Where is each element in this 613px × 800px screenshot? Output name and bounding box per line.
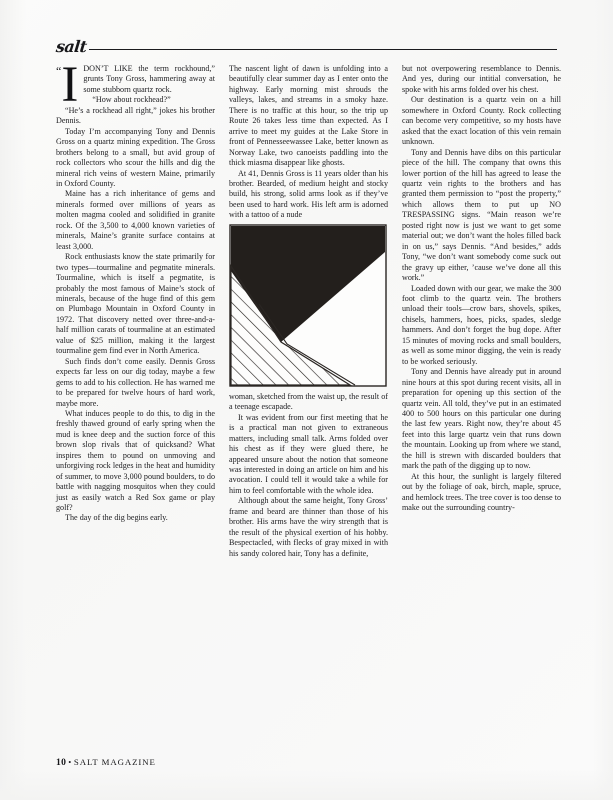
- paragraph: What induces people to do this, to dig in the freshly thawed ground of early spring when the mud is knee deep and the suction force of this brown slop rivals that of quicksand? What inspires them to pound on unmoving and unforgiving rock ledges in the heat and humidity of summer, to move 3,000 pound boulders, to do battle with nagging mosquitos when they could just as easily watch a Red Sox game or play golf?: [56, 408, 215, 513]
- paragraph: “How about rockhead?”: [92, 95, 171, 105]
- article-body: [56, 57, 561, 744]
- paragraph: Our destination is a quartz vein on a hill somewhere in Oxford County. Rock collecting can become very competitive, so my hosts have asked that the exact location of this vein remain unknown.: [402, 95, 561, 147]
- masthead-rule: [89, 49, 557, 50]
- open-quote-mark: “: [56, 64, 62, 78]
- paragraph: Today I’m accompanying Tony and Dennis Gross on a quartz mining expedition. The Gross brothers belong to a small, but avid group of rock collectors who scour the hills and dig the mineral rich veins of western Maine, primarily in Oxford County.: [56, 126, 215, 188]
- column-1: [56, 57, 215, 744]
- page-footer: [56, 757, 156, 768]
- paragraph: woman, sketched from the waist up, the result of a teenage escapade.: [229, 391, 388, 412]
- paragraph: Rock enthusiasts know the state primarily for two types—tourmaline and pegmatite minerals. Tourmaline, which is itself a pegmatite, is probably the most famous of Maine’s stock of minerals, because of the huge find of this gem on Plumbago Mountain in Oxford County in 1972. That discovery netted over three-and-a-half million carats of tourmaline at an estimated value of $25 million, making it the largest tourmaline gem find ever in North America.: [56, 252, 215, 356]
- paragraph: It was evident from our first meeting that he is a practical man not given to extraneous matters, including small talk. Arms folded over his chest as if they were glued there, he appeared unsure about the notion that someone was interested in doing an article on him and his avocation. I could tell it would take a while for him to feel comfortable with the whole idea.: [229, 412, 388, 495]
- paragraph: “He’s a rockhead all right,” jokes his brother Dennis.: [56, 105, 215, 126]
- publication-name: SALT MAGAZINE: [73, 757, 156, 767]
- paragraph-text: DON’T LIKE the term rockhound,” grunts Tony Gross, hammering away at some stubborn quartz rock.: [83, 64, 215, 94]
- page-edge-shadow-bottom: [0, 770, 613, 800]
- salt-logo: salt: [55, 37, 88, 56]
- paragraph: Such finds don’t come easily. Dennis Gross expects far less on our dig today, maybe a few gems to add to his collection. He has warned me to be prepared for twelve hours of hard work, maybe more.: [56, 356, 215, 408]
- paragraph: At 41, Dennis Gross is 11 years older than his brother. Bearded, of medium height and stocky build, his strong, solid arms look as if they’ve been used to hard work. His left arm is adorned with a tattoo of a nude: [229, 168, 388, 220]
- column-3: [402, 64, 561, 744]
- article-illustration: [229, 224, 388, 388]
- page-edge-shadow-left: [0, 0, 26, 800]
- illustration-svg: [229, 224, 388, 388]
- paragraph: Tony and Dennis have dibs on this particular piece of the hill. The company that owns this lower portion of the hill has agreed to lease the quartz vein rights to the brothers and has granted them permission to “post the property,” which allows them to put up NO TRESPASSING signs. “Main reason we’re posted right now is just we want to get some material out; we don’t want the holes filled back in on us,” says Dennis. “And besides,” adds Tony, “we don’t want somebody come suck out the gravy up either, ’cause we’ve done all this work.”: [402, 147, 561, 283]
- drop-cap: I: [61, 57, 79, 113]
- paragraph: Maine has a rich inheritance of gems and minerals formed over millions of years as molten magma cooled and solidified in granite rock. Of the 3,500 to 4,000 known varieties of minerals, Maine’s granite surface contains at least 3,000.: [56, 189, 215, 251]
- masthead: [56, 36, 557, 58]
- page-number: 10: [56, 757, 67, 768]
- paragraph: The day of the dig begins early.: [65, 513, 168, 523]
- paragraph: Loaded down with our gear, we make the 300 foot climb to the quartz vein. The brothers unload their tools—crow bars, shovels, spikes, chisels, hammers, hoes, picks, spades, sledge hammers. And don’t forget the bug dope. After 15 minutes of moving rocks and small boulders, as well as some minor digging, the vein is ready to be worked seriously.: [402, 283, 561, 366]
- footer-separator: •: [68, 757, 72, 767]
- paragraph: but not overpowering resemblance to Dennis. And yes, during our intitial conversation, he spoke with his arms folded over his chest.: [402, 64, 561, 94]
- paragraph: The nascent light of dawn is unfolding into a beautifully clear summer day as I enter onto the highway. Early morning mist shrouds the valleys, lakes, and streams in a smoky haze. There is no traffic at this hour, so the trip up Route 26 takes less time than expected. As I arrive to meet my guides at the Lake Store in front of Pennesseewassee Lake, better known as Norway Lake, two canoeists paddling into the thick miasma disappear like ghosts.: [229, 64, 388, 168]
- paragraph: Tony and Dennis have already put in around nine hours at this spot during recent visits, all in preparation for opening up this section of the quartz vein. All told, they’ve put in an estimated 400 to 500 hours on this particular one during the last few years. Right now, they’re about 45 feet into this large quartz vein that runs down the mountain. Looking up from where we stand, the hill is strewn with discarded boulders that mark the path of the digging up to now.: [402, 367, 561, 471]
- column-2: [229, 64, 388, 744]
- paragraph: Although about the same height, Tony Gross’ frame and beard are thinner than those of his brother. His arms have the wiry strength that is the result of the physical exertion of his hobby. Bespectacled, with flecks of gray mixed in with his sandy colored hair, Tony has a definite,: [229, 496, 388, 558]
- page-edge-shadow-right: [593, 0, 613, 800]
- paragraph: At this hour, the sunlight is largely filtered out by the foliage of oak, birch, maple, spruce, and hemlock trees. The tree cover is too dense to make out the surrounding country-: [402, 471, 561, 513]
